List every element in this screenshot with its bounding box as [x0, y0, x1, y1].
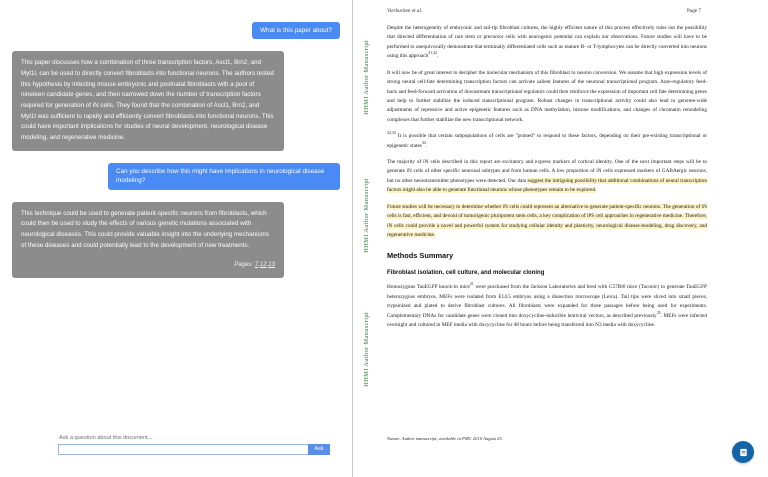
methods-text-c: . MEFs were infected overnight and cultured in MEF media with doxycycline for 48 hours before being transferred into N3 media with doxycycline. — [387, 312, 707, 328]
page-footer-citation: Nature. Author manuscript; available in PMC 2010 August 25. — [387, 436, 503, 441]
methods-text-b: were purchased from the Jackson Laboratories and bred with C57Bl6 mice (Taconic) to generate TauEGFP heterozygous embryos. MEFs were isolated from E14.5 embryos using a dissection microscope (Leica). Tail tips were sliced into small pieces, trypsinized and plated to derive fibroblast cultures. All fibroblasts were expanded for three passages before being used for experiments. Complementary DNAs for candidate genes were cloned into doxycycline-inducible lentiviral vectors, as described previously — [387, 284, 707, 319]
page-number: Page 7 — [687, 8, 701, 14]
chat-message-user — [12, 22, 340, 39]
paragraph-3-tail: . — [425, 142, 428, 149]
assistant-bubble-2-text: This technique could be used to generate patient-specific neurons from fibroblasts, which could then be used to study the effects of various genetic mutations associated with neurological diseases. This could provide valuable insight into the underlying mechanisms of these diseases and could potentially lead to the development of new treatments. — [21, 209, 269, 249]
assistant-bubble-2 — [12, 202, 284, 278]
paragraph-3-leading-refs: 32,33 — [387, 131, 396, 136]
paragraph-1-tail: . — [436, 53, 439, 60]
paragraph-2 — [387, 69, 707, 126]
running-author: Vierbuchen et al. — [387, 8, 423, 14]
composer-label: Ask a question about this document... — [59, 435, 153, 441]
methods-section-title: Methods Summary — [387, 251, 454, 261]
methods-ref-b: 35 — [656, 310, 661, 315]
paragraph-3 — [387, 132, 707, 151]
page-link-3[interactable]: 13 — [268, 262, 275, 269]
document-page — [387, 0, 717, 477]
methods-ref-a: 21 — [469, 282, 474, 287]
paragraph-5-highlight: Future studies will be necessary to determine whether iN cells could represent an alternative to generate patient-specific neurons. The generation of iN cells is fast, efficient, and devoid of tumorigenic pluripotent stem cells, a key complication of iPS cell approaches in regenerative medicine. Therefore, iN cells could provide a novel and powerful system for studying cellular identity and plasticity, neurological disease-modeling, drug discovery, and regenerative medicine. — [387, 203, 707, 239]
manuscript-label-1: HHMI Author Manuscript — [363, 40, 370, 115]
chat-message-list[interactable] — [0, 0, 352, 429]
composer — [0, 429, 352, 477]
paragraph-2-text: It will now be of great interest to decipher the molecular mechanism of this fibroblast to neuron conversion. We assume that high expression levels of strong neural cell-fate determining transcription factors can activate salient features of the neuronal transcriptional program. Auto-regulatory feed-back and feed-forward activation of downstream transcriptional regulators could then reinforce the expression of important cell fate determining genes and help to further stabilize the induced transcriptional program. Robust changes in transcriptional activity could also lead to genome-wide adjustments of repressive and active epigenetic features such as DNA methylation, histone modifications, and changes of chromatin remodeling complexes that further stabilize the new transcriptional network. — [387, 69, 707, 123]
chat-panel — [0, 0, 352, 477]
chat-message-assistant — [12, 51, 340, 150]
chat-fab-button[interactable] — [732, 441, 754, 463]
manuscript-label-3: HHMI Author Manuscript — [363, 312, 370, 387]
paragraph-5 — [387, 203, 707, 241]
citation-pages — [21, 260, 275, 270]
question-input[interactable] — [58, 444, 308, 455]
pages-sep: , — [258, 262, 260, 269]
pages-label: Pages: — [234, 262, 254, 269]
composer-row — [58, 444, 330, 455]
chat-message-assistant — [12, 202, 340, 278]
methods-subsection-title: Fibroblast isolation, cell culture, and molecular cloning — [387, 269, 545, 276]
paragraph-1-text: Despite the heterogeneity of embryonic and tail-tip fibroblast cultures, the highly efficient nature of this process effectively rules out the possibility that directed differentiation of rare stem or precursor cells with neurogenic potential can explain our observations. Future studies will have to be performed to unequivocally demonstrate that terminally differentiated cells such as mature B- or T-lymphocytes can be directly converted into neurons using this approach — [387, 25, 707, 60]
assistant-bubble-1-text: This paper discusses how a combination of three transcription factors, Ascl1, Brn2, and Myt1l, can be used to directly convert fibroblasts into functional neurons. The authors tested this hypothesis by infecting mouse embryonic and postnatal fibroblasts with a pool of nineteen candidate genes, and then narrowed down the number of transcription factors required for generation of iN cells. They found that the combination of Ascl1, Brn2, and Myt1l was sufficient to rapidly and efficiently convert fibroblasts into functional neurons. This could have important implications for studies of neural development, neurological disease modeling, and regenerative medicine. — [21, 59, 274, 142]
manuscript-watermark-rail — [361, 0, 383, 477]
document-body — [387, 24, 707, 330]
paragraph-4-text: The majority of iN cells described in this report are excitatory and express markers of cortical identity. One of the next important steps will be to generate iN cells of other specific neuronal subtypes and from human cells. A low proportion of iN cells expressed markers of GABAergic neurons, but no other neurotransmitter phenotypes were detected. Our data — [387, 159, 707, 184]
chat-message-user — [12, 163, 340, 190]
paragraph-4-highlight: suggest the intriguing possibility that additional combinations of neural transcription factors might also be able to generate functional neurons whose phenotypes remain to be explored. — [387, 177, 707, 194]
page-link-2[interactable]: 12 — [259, 262, 267, 269]
paragraph-1 — [387, 24, 707, 62]
manuscript-label-2: HHMI Author Manuscript — [363, 178, 370, 253]
paragraph-3-text: It is possible that certain subpopulations of cells are "primed" to respond to these factors, depending on their pre-existing transcriptional or epigenetic states — [387, 133, 707, 149]
document-viewer[interactable] — [353, 0, 768, 477]
paragraph-3-refs: 34 — [421, 140, 426, 145]
chat-document-icon — [738, 447, 749, 458]
page-link-1[interactable]: 7 — [254, 262, 259, 269]
user-bubble-1: What is this paper about? — [252, 22, 340, 39]
assistant-bubble-1 — [12, 51, 284, 150]
page-running-head — [387, 8, 707, 14]
pages-sep: , — [266, 262, 269, 269]
paragraph-4 — [387, 158, 707, 196]
methods-paragraph — [387, 283, 707, 330]
paragraph-1-refs: 31,32 — [428, 51, 437, 56]
user-bubble-2: Can you describe how this might have implications in neurological disease modeling? — [108, 163, 340, 190]
ask-button[interactable]: Ask — [308, 444, 330, 455]
methods-text-a: Homozygous TauEGFP knock-in mice — [387, 284, 470, 291]
